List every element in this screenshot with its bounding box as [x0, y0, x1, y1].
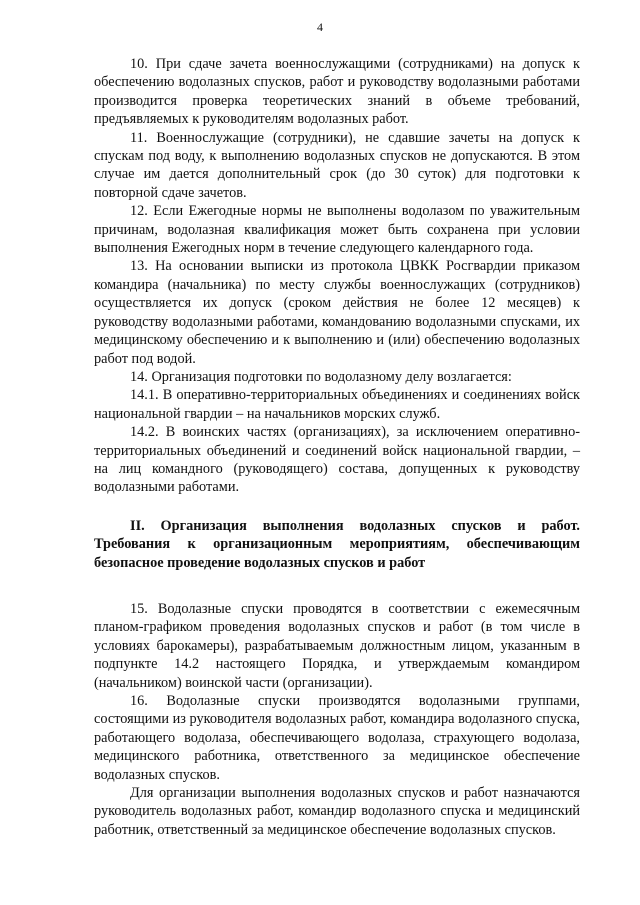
paragraph-16-continued: Для организации выполнения водолазных спусков и работ назначаются руководитель водолазных работ, командир водолазного спуска и медицинский работник, ответственный за медицинское обеспечение водолазных спусков. — [94, 785, 580, 838]
paragraph-11: 11. Военнослужащие (сотрудники), не сдавшие зачеты на допуск к спускам под воду, к выполнению водолазных спусков не допускаются. В этом случае им дается дополнительный срок (до 30 суток) для подготовки к повторной сдаче зачетов. — [94, 129, 580, 201]
paragraph-16: 16. Водолазные спуски производятся водолазными группами, состоящими из руководителя водолазных работ, командира водолазного спуска, работающего водолаза, обеспечивающего водолаза, страхующего водолаза, медицинского работника, ответственного за медицинское обеспечение водолазных спусков. — [94, 693, 580, 783]
paragraph-14: 14. Организация подготовки по водолазному делу возлагается: — [130, 368, 512, 385]
paragraph-13: 13. На основании выписки из протокола ЦВКК Росгвардии приказом командира (начальника) по месту службы военнослужащих (сотрудников) осуществляется их допуск (сроком действия не более 12 месяцев) к руководству водолазными работами, командованию водолазными спусками, их медицинскому обеспечению и к выполнению и (или) обеспечению водолазных работ под водой. — [94, 258, 580, 367]
paragraph-12: 12. Если Ежегодные нормы не выполнены водолазом по уважительным причинам, водолазная квалификация может быть сохранена при условии выполнения Ежегодных норм в течение следующего календарного года. — [94, 203, 580, 257]
section-heading: II. Организация выполнения водолазных спусков и работ. Требования к организационным мероприятиям, обеспечивающим безопасное проведение водолазных спусков и работ — [94, 517, 580, 571]
paragraph-10: 10. При сдаче зачета военнослужащими (сотрудниками) на допуск к обеспечению водолазных спусков, работ и руководству водолазными работами производится проверка теоретических знаний в объеме требований, предъявляемых к руководителям водолазных работ. — [94, 56, 580, 128]
paragraph-14-1: 14.1. В оперативно-территориальных объединениях и соединениях войск национальной гвардии – на начальников морских служб. — [94, 387, 580, 422]
document-body — [94, 55, 580, 839]
paragraph-14-2: 14.2. В воинских частях (организациях), за исключением оперативно-территориальных объединений и соединений войск национальной гвардии, – на лиц командного (руководящего) состава, допущенных к руководству водолазными работами. — [94, 424, 580, 496]
page-number: 4 — [317, 20, 323, 34]
paragraph-15: 15. Водолазные спуски проводятся в соответствии с ежемесячным планом-графиком проведения водолазных спусков и работ (в том числе в условиях барокамеры), разрабатываемым должностным лицом, указанным в подпункте 14.2 настоящего Порядка, и утверждаемым командиром (начальником) воинской части (организации). — [94, 600, 580, 691]
